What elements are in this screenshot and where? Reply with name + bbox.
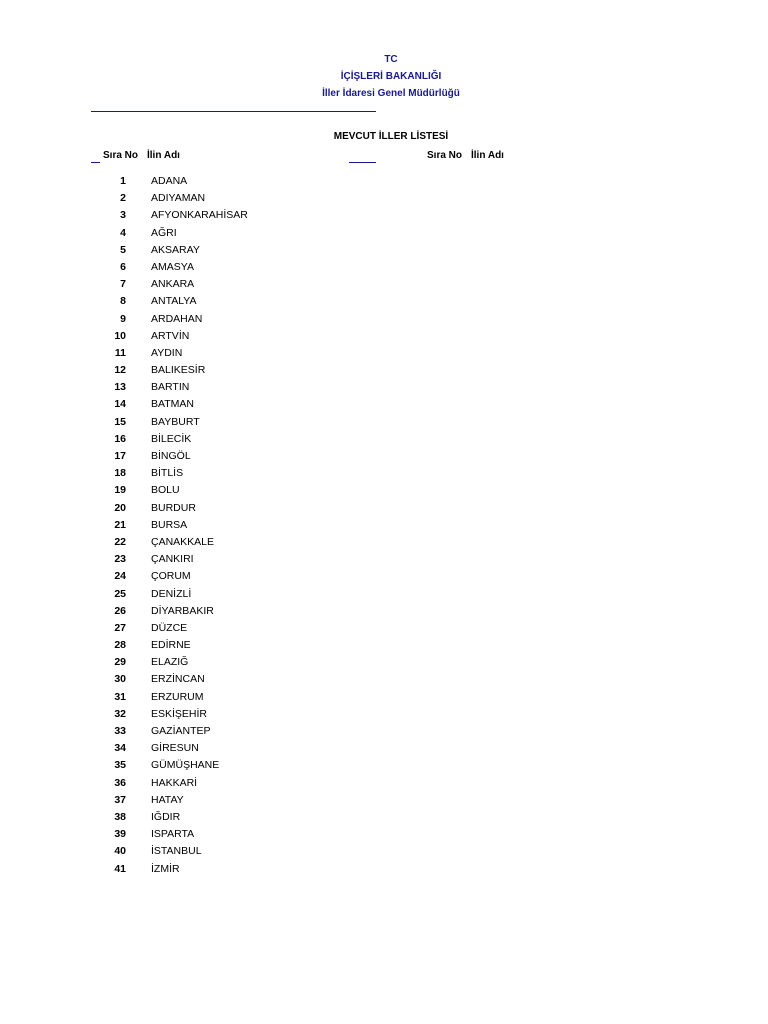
row-number: 34 <box>114 742 126 755</box>
row-number: 29 <box>114 656 126 669</box>
province-name: BARTIN <box>151 381 190 394</box>
table-row <box>0 706 400 723</box>
table-row <box>0 345 400 362</box>
province-name: GÜMÜŞHANE <box>151 759 220 772</box>
province-name: ARTVİN <box>151 329 190 342</box>
table-row <box>0 242 400 259</box>
table-row <box>0 723 400 740</box>
row-number: 6 <box>120 260 126 273</box>
province-name: GAZİANTEP <box>151 725 211 737</box>
table-row <box>0 620 400 637</box>
province-name: AKSARAY <box>151 243 200 256</box>
province-name: İZMİR <box>151 862 180 875</box>
row-number: 9 <box>120 312 126 325</box>
table-row <box>0 448 400 465</box>
table-row <box>0 861 400 878</box>
province-name: AFYONKARAHİSAR <box>151 209 248 222</box>
table-row <box>0 500 400 517</box>
province-name: BURDUR <box>151 501 196 514</box>
table-row <box>0 362 400 379</box>
province-name: ERZURUM <box>151 690 204 703</box>
row-number: 19 <box>114 484 126 497</box>
column-header-ilin-adi-left: İlin Adı <box>147 150 180 161</box>
province-list <box>0 173 400 878</box>
province-name: BURSA <box>151 518 188 531</box>
row-number: 5 <box>120 243 126 256</box>
province-name: ÇORUM <box>151 570 191 583</box>
row-number: 18 <box>114 467 126 480</box>
row-number: 37 <box>114 793 126 806</box>
table-row <box>0 689 400 706</box>
table-row <box>0 517 400 534</box>
header-divider <box>91 111 376 112</box>
table-row <box>0 225 400 242</box>
province-name: ANTALYA <box>151 295 197 308</box>
province-name: BİTLİS <box>151 467 184 480</box>
table-row <box>0 809 400 826</box>
table-row <box>0 276 400 293</box>
table-row <box>0 190 400 207</box>
row-number: 20 <box>114 501 126 514</box>
row-number: 38 <box>114 810 126 823</box>
list-title: MEVCUT İLLER LİSTESİ <box>333 131 449 142</box>
table-row <box>0 173 400 190</box>
column-underline-left <box>91 162 100 163</box>
row-number: 33 <box>114 725 126 737</box>
column-header-sira-no-left: Sıra No <box>103 150 139 161</box>
province-name: ADIYAMAN <box>151 192 206 205</box>
province-name: AĞRI <box>151 226 177 239</box>
row-number: 4 <box>120 226 126 239</box>
row-number: 22 <box>114 535 126 548</box>
table-row <box>0 654 400 671</box>
province-name: ESKİŞEHİR <box>151 707 208 720</box>
table-row <box>0 826 400 843</box>
header-ministry: İÇİŞLERİ BAKANLIĞI <box>340 71 442 82</box>
province-name: ÇANKIRI <box>151 553 194 566</box>
table-row <box>0 482 400 499</box>
province-name: EDİRNE <box>151 639 191 652</box>
province-name: AYDIN <box>151 346 183 359</box>
province-name: BOLU <box>151 484 180 497</box>
table-row <box>0 671 400 688</box>
table-row <box>0 328 400 345</box>
row-number: 28 <box>114 639 126 652</box>
province-name: AMASYA <box>151 260 194 273</box>
row-number: 35 <box>114 759 126 772</box>
column-header-ilin-adi-right: İlin Adı <box>471 150 504 161</box>
header-tc: TC <box>384 54 398 65</box>
row-number: 40 <box>114 845 126 858</box>
table-row <box>0 465 400 482</box>
table-row <box>0 293 400 310</box>
province-name: DÜZCE <box>151 621 188 634</box>
province-name: DİYARBAKIR <box>151 604 214 617</box>
row-number: 23 <box>114 553 126 566</box>
province-name: ADANA <box>151 175 188 187</box>
row-number: 30 <box>114 673 126 686</box>
province-name: BATMAN <box>151 398 194 411</box>
table-row <box>0 568 400 585</box>
province-name: HATAY <box>151 793 184 806</box>
table-row <box>0 534 400 551</box>
row-number: 24 <box>114 570 126 583</box>
row-number: 31 <box>114 690 126 703</box>
row-number: 25 <box>114 587 126 600</box>
row-number: 10 <box>114 329 126 342</box>
table-row <box>0 379 400 396</box>
province-name: BALIKESİR <box>151 364 206 377</box>
table-row <box>0 740 400 757</box>
table-row <box>0 775 400 792</box>
province-name: ERZİNCAN <box>151 673 205 686</box>
province-name: ANKARA <box>151 278 195 291</box>
row-number: 16 <box>114 432 126 445</box>
row-number: 11 <box>114 346 126 359</box>
province-name: ARDAHAN <box>151 312 203 325</box>
row-number: 39 <box>114 828 126 841</box>
row-number: 7 <box>120 278 126 291</box>
province-name: DENİZLİ <box>151 587 192 600</box>
row-number: 14 <box>114 398 126 411</box>
province-name: BİLECİK <box>151 432 192 445</box>
province-name: BAYBURT <box>151 415 200 428</box>
province-name: BİNGÖL <box>151 450 191 462</box>
table-row <box>0 431 400 448</box>
row-number: 1 <box>120 175 126 187</box>
row-number: 32 <box>114 707 126 720</box>
province-name: HAKKARİ <box>151 776 198 789</box>
row-number: 12 <box>114 364 126 377</box>
province-name: IĞDIR <box>151 810 181 823</box>
table-row <box>0 843 400 860</box>
column-underline-right <box>349 162 376 163</box>
row-number: 15 <box>114 415 126 428</box>
row-number: 27 <box>114 621 126 634</box>
row-number: 13 <box>114 381 126 394</box>
province-name: ÇANAKKALE <box>151 535 215 548</box>
table-row <box>0 586 400 603</box>
header-directorate: İller İdaresi Genel Müdürlüğü <box>322 88 460 99</box>
table-row <box>0 396 400 413</box>
row-number: 36 <box>114 776 126 789</box>
table-row <box>0 757 400 774</box>
province-name: İSTANBUL <box>151 845 202 858</box>
row-number: 17 <box>114 450 126 462</box>
row-number: 41 <box>114 862 126 875</box>
table-row <box>0 603 400 620</box>
province-name: GİRESUN <box>151 742 199 755</box>
row-number: 3 <box>120 209 126 222</box>
table-row <box>0 637 400 654</box>
table-row <box>0 551 400 568</box>
table-row <box>0 414 400 431</box>
table-row <box>0 259 400 276</box>
row-number: 8 <box>120 295 126 308</box>
row-number: 21 <box>114 518 126 531</box>
province-name: ELAZIĞ <box>151 656 189 669</box>
table-row <box>0 792 400 809</box>
province-name: ISPARTA <box>151 828 195 841</box>
row-number: 2 <box>120 192 126 205</box>
table-row <box>0 311 400 328</box>
column-header-sira-no-right: Sıra No <box>427 150 463 161</box>
row-number: 26 <box>114 604 126 617</box>
table-row <box>0 207 400 224</box>
